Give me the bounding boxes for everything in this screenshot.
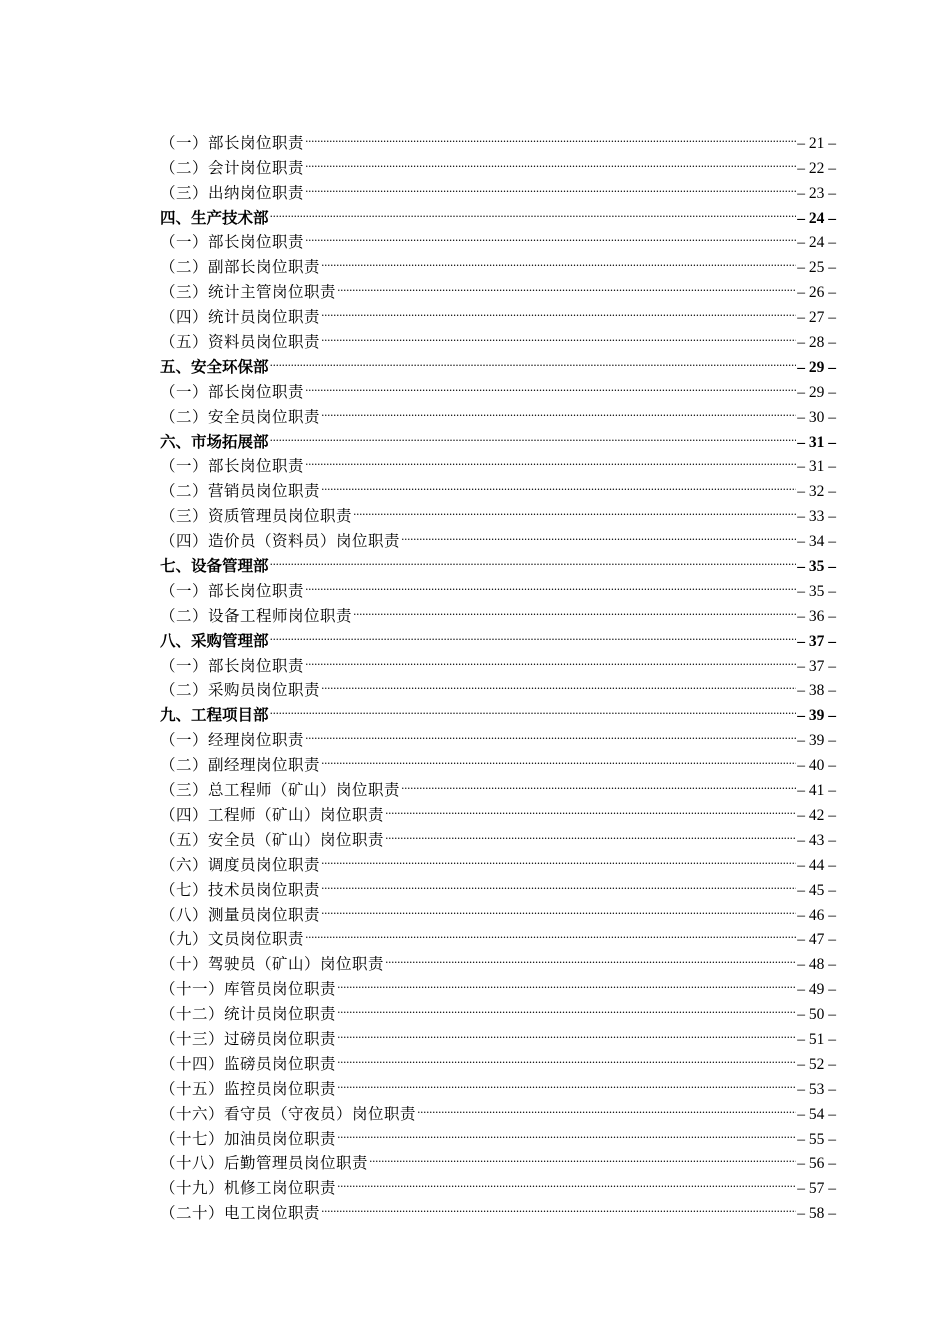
dot-leader	[305, 920, 796, 945]
toc-entry-title: （十八）后勤管理员岗位职责	[160, 1154, 369, 1173]
dot-leader	[270, 422, 797, 447]
toc-page-number: – 35 –	[797, 582, 836, 600]
dot-leader	[337, 1069, 796, 1094]
dot-leader	[337, 969, 796, 994]
toc-entry-title: （三）统计主管岗位职责	[160, 283, 337, 302]
toc-entry-title: （二）副部长岗位职责	[160, 258, 321, 277]
toc-page-number: – 31 –	[797, 458, 836, 476]
dot-leader	[321, 297, 796, 322]
toc-page-number: – 43 –	[797, 831, 836, 849]
dot-leader	[385, 944, 796, 969]
dot-leader	[321, 845, 796, 870]
dot-leader	[321, 745, 796, 770]
dot-leader	[305, 148, 796, 173]
toc-entry-title: （十五）监控员岗位职责	[160, 1079, 337, 1098]
toc-entry-title: （十九）机修工岗位职责	[160, 1179, 337, 1198]
toc-entry[interactable]	[160, 123, 836, 152]
toc-entry-title: （七）技术员岗位职责	[160, 880, 321, 899]
toc-entry-title: （九）文员岗位职责	[160, 930, 305, 949]
toc-page-number: – 37 –	[797, 632, 836, 650]
dot-leader	[337, 994, 796, 1019]
toc-page-number: – 58 –	[797, 1205, 836, 1223]
dot-leader	[337, 1119, 796, 1144]
dot-leader	[353, 496, 796, 521]
toc-page-number: – 34 –	[797, 533, 836, 551]
toc-entry-title: （六）调度员岗位职责	[160, 855, 321, 874]
toc-entry-title: （二十）电工岗位职责	[160, 1204, 321, 1223]
dot-leader	[321, 895, 796, 920]
toc-page-number: – 28 –	[797, 334, 836, 352]
toc-page-number: – 36 –	[797, 607, 836, 625]
dot-leader	[385, 795, 796, 820]
toc-entry-title: （二）安全员岗位职责	[160, 407, 321, 426]
dot-leader	[353, 596, 796, 621]
toc-entry-title: 六、市场拓展部	[160, 431, 269, 451]
toc-entry-title: 八、采购管理部	[160, 630, 269, 650]
toc-page-number: – 49 –	[797, 981, 836, 999]
toc-entry-title: （五）安全员（矿山）岗位职责	[160, 830, 385, 849]
toc-entry-title: （二）设备工程师岗位职责	[160, 606, 353, 625]
dot-leader	[337, 1019, 796, 1044]
toc-page-number: – 27 –	[797, 309, 836, 327]
toc-page-number: – 29 –	[797, 358, 836, 376]
toc-page-number: – 21 –	[797, 134, 836, 152]
toc-entry-title: （二）副经理岗位职责	[160, 756, 321, 775]
toc-entry-title: 九、工程项目部	[160, 705, 269, 725]
dot-leader	[305, 720, 796, 745]
toc-page-number: – 50 –	[797, 1006, 836, 1024]
dot-leader	[321, 397, 796, 422]
toc-page-number: – 32 –	[797, 483, 836, 501]
toc-page-number: – 24 –	[797, 234, 836, 252]
toc-entry-title: 四、生产技术部	[160, 207, 269, 227]
toc-page-number: – 55 –	[797, 1130, 836, 1148]
dot-leader	[305, 173, 796, 198]
dot-leader	[321, 1193, 796, 1218]
dot-leader	[321, 671, 796, 696]
dot-leader	[401, 770, 796, 795]
toc-page-number: – 33 –	[797, 508, 836, 526]
toc-page-number: – 53 –	[797, 1080, 836, 1098]
toc-entry-title: （二）营销员岗位职责	[160, 482, 321, 501]
toc-page-number: – 52 –	[797, 1055, 836, 1073]
dot-leader	[305, 123, 796, 148]
toc-entry-title: （十）驾驶员（矿山）岗位职责	[160, 955, 385, 974]
toc-page-number: – 39 –	[797, 707, 836, 725]
toc-entry-title: （一）部长岗位职责	[160, 233, 305, 252]
toc-entry-title: （一）经理岗位职责	[160, 731, 305, 750]
toc-page-number: – 47 –	[797, 931, 836, 949]
toc-entry-title: （三）资质管理员岗位职责	[160, 507, 353, 526]
dot-leader	[369, 1144, 796, 1169]
toc-entry-title: （十二）统计员岗位职责	[160, 1005, 337, 1024]
toc-entry-title: （一）部长岗位职责	[160, 133, 305, 152]
dot-leader	[305, 646, 796, 671]
toc-entry-title: （四）工程师（矿山）岗位职责	[160, 805, 385, 824]
table-of-contents	[160, 123, 836, 1223]
dot-leader	[305, 447, 796, 472]
toc-page-number: – 30 –	[797, 408, 836, 426]
toc-page-number: – 23 –	[797, 184, 836, 202]
toc-entry-title: 七、设备管理部	[160, 556, 269, 576]
dot-leader	[337, 1168, 796, 1193]
dot-leader	[321, 322, 796, 347]
toc-page-number: – 51 –	[797, 1030, 836, 1048]
toc-page-number: – 26 –	[797, 284, 836, 302]
toc-page-number: – 25 –	[797, 259, 836, 277]
toc-page-number: – 39 –	[797, 732, 836, 750]
dot-leader	[337, 1044, 796, 1069]
toc-entry-title: （十一）库管员岗位职责	[160, 980, 337, 999]
toc-page-number: – 45 –	[797, 881, 836, 899]
toc-entry-title: 五、安全环保部	[160, 356, 269, 376]
dot-leader	[270, 695, 797, 720]
dot-leader	[385, 820, 796, 845]
dot-leader	[321, 870, 796, 895]
dot-leader	[401, 521, 796, 546]
toc-entry-title: （一）部长岗位职责	[160, 457, 305, 476]
toc-entry-title: （十三）过磅员岗位职责	[160, 1029, 337, 1048]
toc-page-number: – 35 –	[797, 558, 836, 576]
toc-entry-title: （四）统计员岗位职责	[160, 308, 321, 327]
toc-page-number: – 44 –	[797, 856, 836, 874]
toc-entry-title: （一）部长岗位职责	[160, 581, 305, 600]
dot-leader	[337, 272, 796, 297]
toc-page-number: – 22 –	[797, 159, 836, 177]
dot-leader	[321, 247, 796, 272]
toc-entry-title: （八）测量员岗位职责	[160, 905, 321, 924]
toc-page-number: – 54 –	[797, 1105, 836, 1123]
toc-page-number: – 46 –	[797, 906, 836, 924]
toc-entry-title: （二）会计岗位职责	[160, 158, 305, 177]
dot-leader	[270, 621, 797, 646]
toc-page-number: – 31 –	[797, 433, 836, 451]
toc-page-number: – 41 –	[797, 782, 836, 800]
toc-page-number: – 37 –	[797, 657, 836, 675]
dot-leader	[305, 223, 796, 248]
dot-leader	[321, 471, 796, 496]
toc-entry-title: （五）资料员岗位职责	[160, 333, 321, 352]
dot-leader	[270, 546, 797, 571]
toc-entry-title: （四）造价员（资料员）岗位职责	[160, 532, 401, 551]
toc-entry-title: （十六）看守员（守夜员）岗位职责	[160, 1104, 417, 1123]
toc-page-number: – 29 –	[797, 383, 836, 401]
toc-entry-title: （十七）加油员岗位职责	[160, 1129, 337, 1148]
dot-leader	[270, 347, 797, 372]
dot-leader	[270, 198, 797, 223]
toc-entry-title: （二）采购员岗位职责	[160, 681, 321, 700]
toc-page-number: – 48 –	[797, 956, 836, 974]
toc-page-number: – 40 –	[797, 757, 836, 775]
toc-page-number: – 24 –	[797, 209, 836, 227]
dot-leader	[417, 1094, 796, 1119]
toc-entry-title: （三）出纳岗位职责	[160, 183, 305, 202]
toc-entry-title: （十四）监磅员岗位职责	[160, 1054, 337, 1073]
toc-page-number: – 57 –	[797, 1180, 836, 1198]
toc-page-number: – 56 –	[797, 1155, 836, 1173]
dot-leader	[305, 372, 796, 397]
toc-entry-title: （三）总工程师（矿山）岗位职责	[160, 781, 401, 800]
toc-entry-title: （一）部长岗位职责	[160, 382, 305, 401]
toc-page-number: – 42 –	[797, 806, 836, 824]
toc-page-number: – 38 –	[797, 682, 836, 700]
dot-leader	[305, 571, 796, 596]
toc-entry-title: （一）部长岗位职责	[160, 656, 305, 675]
